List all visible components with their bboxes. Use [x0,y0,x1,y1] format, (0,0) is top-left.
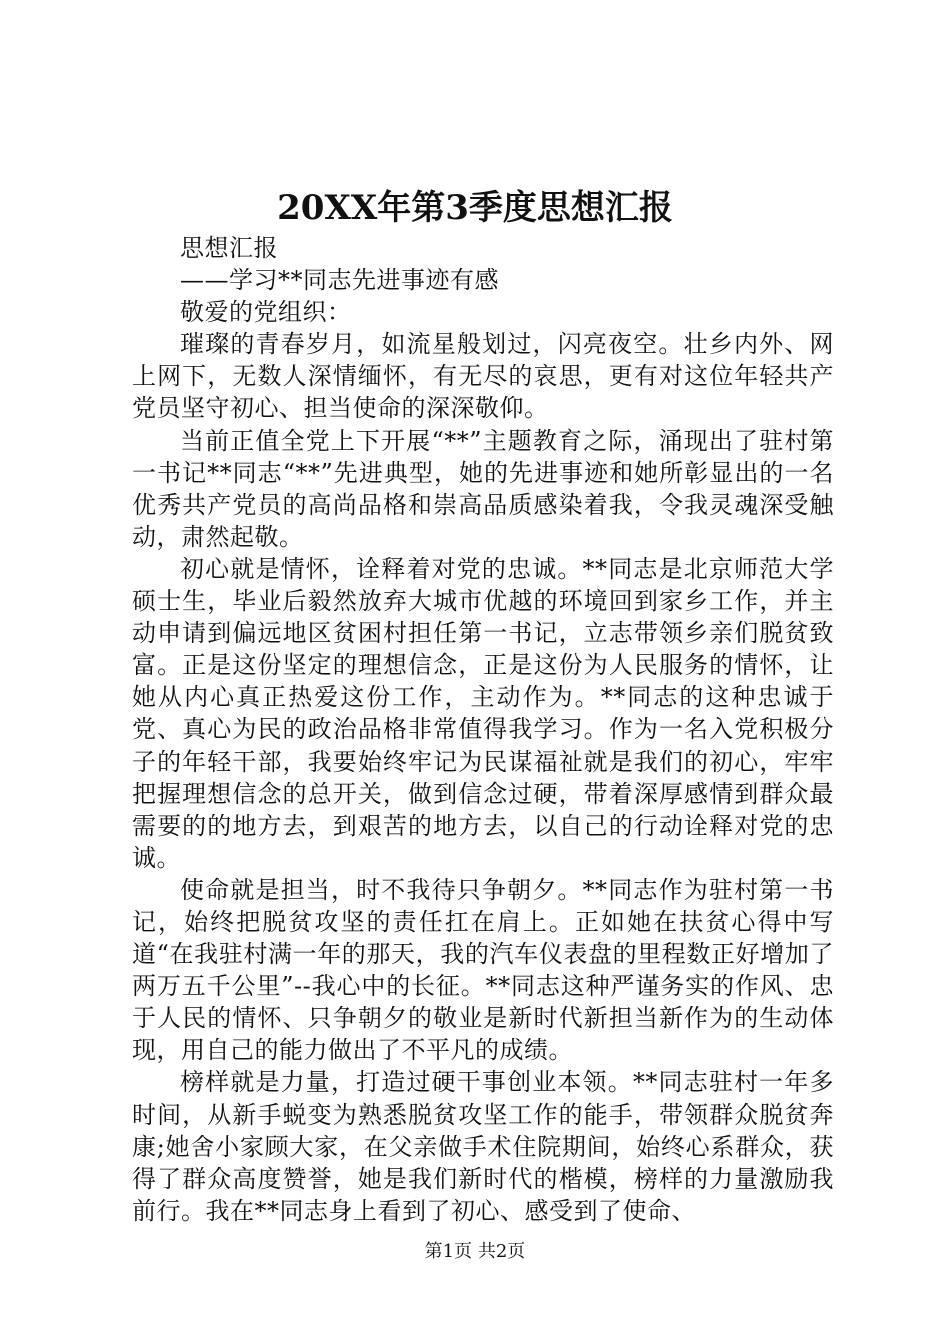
paragraph: 使命就是担当，时不我待只争朝夕。**同志作为驻村第一书记，始终把脱贫攻坚的责任扛在肩上。正如她在扶贫心得中写道“在我驻村满一年的那天，我的汽车仪表盘的里程数正好增加了两万五千公里”--我心中的长征。**同志这种严谨务实的作风、忠于人民的情怀、只争朝夕的敬业是新时代新担当新作为的生动体现，用自己的能力做出了不平凡的成绩。 [132,875,834,1065]
paragraph: 当前正值全党上下开展“**”主题教育之际，涌现出了驻村第一书记**同志“**”先进典型，她的先进事迹和她所彰显出的一名优秀共产党员的高尚品格和崇高品质感染着我，令我灵魂深受触动，肃然起敬。 [132,426,834,551]
document-body [132,232,834,1227]
paragraph-salutation: 敬爱的党组织： [180,298,352,327]
paragraph-subtitle: ——学习**同志先进事迹有感 [180,266,499,295]
document-title: 20XX年第3季度思想汇报 [277,188,673,228]
paragraph: 榜样就是力量，打造过硬干事创业本领。**同志驻村一年多时间，从新手蜕变为熟悉脱贫攻坚工作的能手，带领群众脱贫奔康;她舍小家顾大家，在父亲做手术住院期间，始终心系群众，获得了群众高度赞誉，她是我们新时代的楷模，榜样的力量激励我前行。我在**同志身上看到了初心、感受到了使命、 [132,1068,834,1225]
page-footer: 第1页 共2页 [424,1241,526,1262]
paragraph: 璀璨的青春岁月，如流星般划过，闪亮夜空。壮乡内外、网上网下，无数人深情缅怀，有无尽的哀思，更有对这位年轻共产党员坚守初心、担当使命的深深敬仰。 [132,330,834,423]
paragraph: 初心就是情怀，诠释着对党的忠诚。**同志是北京师范大学硕士生，毕业后毅然放弃大城市优越的环境回到家乡工作，并主动申请到偏远地区贫困村担任第一书记，立志带领乡亲们脱贫致富。正是这份坚定的理想信念，正是这份为人民服务的情怀，让她从内心真正热爱这份工作，主动作为。**同志的这种忠诚于党、真心为民的政治品格非常值得我学习。作为一名入党积极分子的年轻干部，我要始终牢记为民谋福祉就是我们的初心，牢牢把握理想信念的总开关，做到信念过硬，带着深厚感情到群众最需要的的地方去，到艰苦的地方去，以自己的行动诠释对党的忠诚。 [132,554,834,872]
paragraph-heading: 思想汇报 [180,234,278,262]
